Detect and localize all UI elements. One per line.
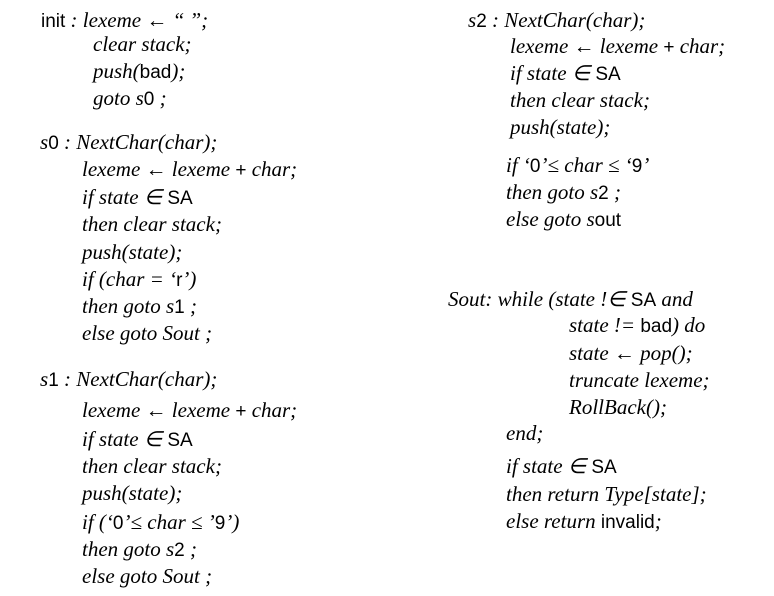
s1-line-4: then clear stack; <box>82 454 222 478</box>
sout-line-8: then return Type[state]; <box>506 482 707 506</box>
s0-line-4: then clear stack; <box>82 212 222 236</box>
sout-line-5: RollBack(); <box>569 395 667 419</box>
s2-line-3: if state ∈ SA <box>510 61 621 85</box>
init-line-3: push(bad); <box>93 59 186 83</box>
sout-line-4: truncate lexeme; <box>569 368 710 392</box>
s2-line-8: else goto sout <box>506 207 622 231</box>
s2-line-2: lexeme ← lexeme + char; <box>510 34 726 58</box>
s0-line-7: then goto s1 ; <box>82 294 197 318</box>
s0-line-2: lexeme ← lexeme + char; <box>82 157 298 181</box>
s1-line-6: if (‘0’≤ char ≤ ’9’) <box>82 510 240 534</box>
s1-line-2: lexeme ← lexeme + char; <box>82 398 298 422</box>
sout-line-2: state != bad) do <box>569 313 706 337</box>
s0-line-8: else goto Sout ; <box>82 321 213 345</box>
s2-line-4: then clear stack; <box>510 88 650 112</box>
s2-line-7: then goto s2 ; <box>506 180 621 204</box>
s2-line-6: if ‘0’≤ char ≤ ‘9’ <box>506 153 650 177</box>
sout-line-3: state ← pop(); <box>569 341 693 365</box>
sout-line-6: end; <box>506 421 544 445</box>
sout-line-9: else return invalid; <box>506 509 662 533</box>
sout-line-1: Sout: while (state !∈ SA and <box>448 287 693 311</box>
init-line-2: clear stack; <box>93 32 192 56</box>
init-line-1: init : lexeme ← “ ”; <box>41 8 209 32</box>
s1-line-1: s1 : NextChar(char); <box>40 367 218 391</box>
s1-line-7: then goto s2 ; <box>82 537 197 561</box>
s0-line-1: s0 : NextChar(char); <box>40 130 218 154</box>
s0-line-3: if state ∈ SA <box>82 185 193 209</box>
s2-line-1: s2 : NextChar(char); <box>468 8 646 32</box>
s1-line-8: else goto Sout ; <box>82 564 213 588</box>
s0-line-6: if (char = ‘r’) <box>82 267 197 291</box>
s2-line-5: push(state); <box>510 115 611 139</box>
init-line-4: goto s0 ; <box>93 86 167 110</box>
s1-line-3: if state ∈ SA <box>82 427 193 451</box>
s1-line-5: push(state); <box>82 481 183 505</box>
s0-line-5: push(state); <box>82 240 183 264</box>
sout-line-7: if state ∈ SA <box>506 454 617 478</box>
